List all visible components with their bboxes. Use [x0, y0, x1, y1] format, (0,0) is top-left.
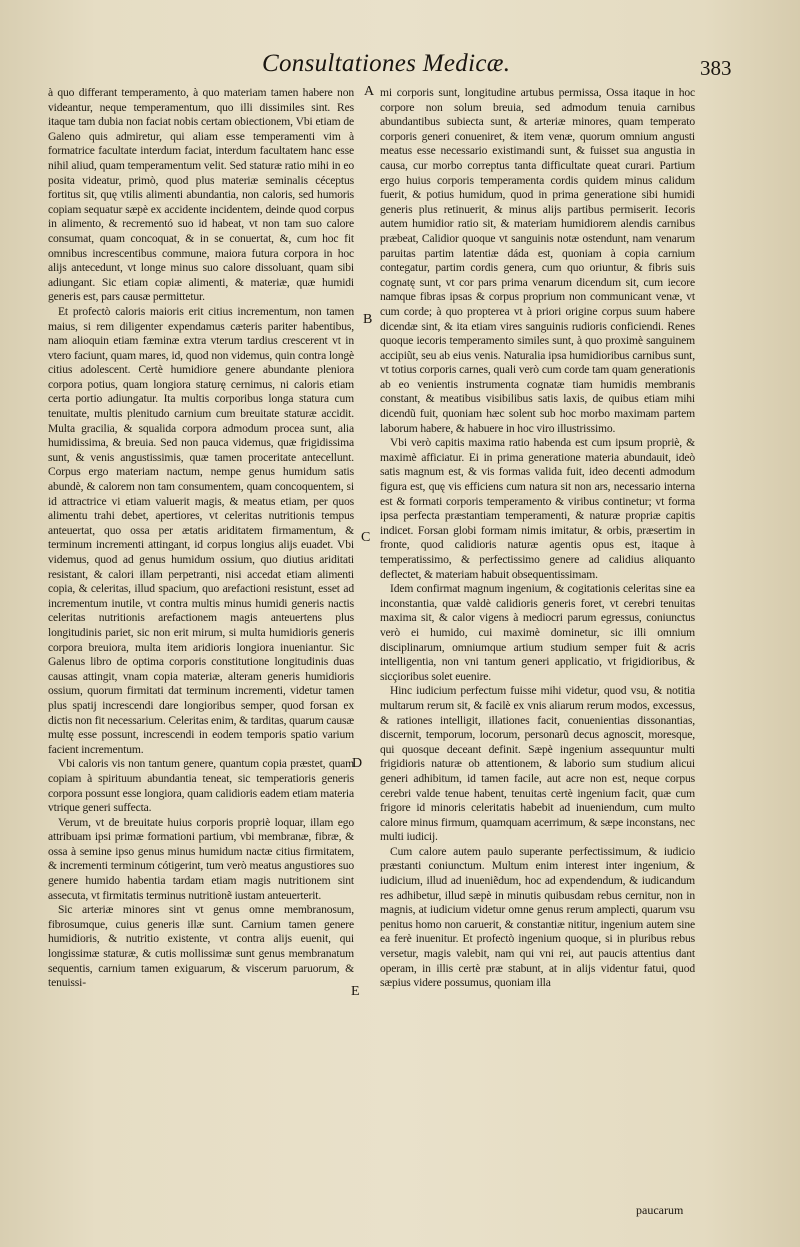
right-paragraph-3: Idem confirmat magnum ingenium, & cogitationis celeritas sine ea inconstantia, quæ valdè calidioris generis foret, vt cerebri tenuitas maxima sit, & calor vigens à mediocri parum egressus, coniunctus verò ei humido, cui maximè dominetur, sic illi omnium disciplinarum, omniumque artium studium semper fuit & acris intelligentia, non vni tantum generi applicatio, vt frigidioribus, & sicçioribus solet euenire. — [380, 582, 695, 683]
left-paragraph-5: Sic arteriæ minores sint vt genus omne membranosum, fibrosumque, cuius generis illæ sunt. Carnium tamen genere humidioris, & nutritio existente, vt contra alijs euenit, qui longissimæ staturæ, & cutis mollissimæ sunt genus membranatum sequentis, carnium tamen exiguarum, & viscerum paruorum, & tenuissi- — [48, 903, 354, 990]
page-number: 383 — [700, 56, 732, 80]
margin-letter-a: A — [364, 84, 375, 99]
running-title: Consultationes Medicæ. — [262, 50, 511, 77]
catchword: paucarum — [636, 1203, 684, 1217]
left-paragraph-2: Et profectò caloris maioris erit citius incrementum, non tamen maius, si rem diligenter expendamus cæteris pariter habentibus, nam alioquin etiam fæminæ extra vterum tardius crescerent vt in vtero faciunt, quam mares, id, quod non videmus, quin contra longè citius adolescent. Certè humidiore genere abundante pleniora corpora potius, quam longiora staturę cernimus, ni caloris etiam certa portio adiungatur. Ita multis corporibus longa statura cum tenuitate, multis plenitudo carnium cum breuitate staturæ accidit. Multa gracilia, & squalida corpora admodum procea sunt, alia humidissima, & breuia. Sed non pauca videmus, quæ frigidissima sunt, & venis angustissimis, quæ tamen proceritate antecellunt. Corpus ergo materiam nactum, nempe genus humidum satis abundè, & calorem non tam consumentem, quam concoquentem, si id attractrice vi etiam valuerit magis, & meatus etiam, per quos alimentu trahi debet, apertiores, vt celeritas nutritionis tempus anteuertat, quo ossa per ætatis ariditatem firmamentum, & terminum incrementi attingant, id corpus longius alijs euadet. Vbi videmus, quod ad genus humidum ossium, quo diutius ariditati resistant, & calori illam perpetranti, nisi accedat etiam alimenti copia, & celeritas, illud spacium, quo arefactioni resistunt, esset ad incrementum inutile, vt contra multis minus humidi generis nactis celeritas nutritionis arefactionem magis anteuertens plus longitudinis pariet, sic non erit mirum, si multa humidioris generis corpora breuiora, multa item aridioris longiora inueniantur. Sic Galenus libro de optima corporis constitutione longitudinis duas causas attingit, vnam copia materiæ, alteram generis humidioris ossium, quorum firmitati dat terminum incrementi, videtur tamen plus spatij increscendi dare longioribus semper, quod forsan ex dictis non fit necessarium. Celeritas enim, & tarditas, quarum causæ multę esse possunt, increscendi in eodem temporis spatio varium facient incrementum. — [48, 304, 354, 756]
right-paragraph-2: Vbi verò capitis maxima ratio habenda est cum ipsum propriè, & maximè afficiatur. Ei in prima generatione materia abundauit, ideò satis magnum est, & vis formas valida fuit, ideo decenti admodum figura est, quę vis efficiens cum natura sit non ars, necessario interna est & formati corporis temperamento & viribus continetur; vt forma ipsa perfecta præstantiam temperamenti, & naturæ propriæ capitis indicet. Forsan globi formam nimis imitatur, & orbis, præsertim in fronte, quod calidioris naturæ agentis opus est, itaque à temperatissimo, & perfectissimo genere ad calidius aliquanto deflectet, & materiam habuit obsequentissimam. — [380, 436, 695, 581]
margin-letter-d: D — [352, 756, 363, 771]
margin-letter-c: C — [361, 530, 371, 545]
left-paragraph-4: Verum, vt de breuitate huius corporis propriè loquar, illam ego attribuam ipsi primæ formationi partium, vbi membranæ, fibræ, & ossa à semine ipso genus minus humidum nactæ citius firmitatem, & incrementi terminum cótigerint, tum verò meatus angustiores suo genere humido habentia tardam etiam magis nutritionem sint assecuta, vt firmitatis terminus nutritionẽ iustam anteuerterit. — [48, 815, 354, 902]
right-paragraph-1: mi corporis sunt, longitudine artubus permissa, Ossa itaque in hoc corpore non solum breuia, sed admodum tenuia carnibus abundantibus subiecta sunt, & arteriæ minores, quam temperato corporis generi conueniret, & item venæ, quorum omnium angusti meatus esse necessario existimandi sunt, & fuisset sua angustia in causa, cur morbo correptus tanta difficultate queat curari. Partium ergo huius corporis temperamenta cordis quidem minus calidum fuerit, & potius humidum, quod in prima generatione sibi humidi generis plus retinuerit, & minus alijs partibus permiserit. Iecoris autem humidior ratio sit, & materiam humidiorem alendis carnibus præbeat, Calidior quoque vt sanguinis notæ ostendunt, nam venarum paruitas partim latentiæ dáda est, quoniam à copia carnium contegatur, partim cordis genera, cum quo oriuntur, & fibris suis cognatę sunt, vt cor pars prima venarum dicendum sit, cum iecore namque fibras ipsas & corpus proprium non communicant venæ, vt cum corde; à quo propterea vt à priori origine corpus suum habere dicendæ sint, & ita etiam vires sanguinis rudioris conficiendi. Renes quoque iecoris temperamento similes sunt, à quo proximè sanguinem accipiũt, seu ab eius venis. Naturalia ipsa humidioribus carnibus sunt, vt totius corporis carnes, quali verò cum corde tam quam generationis ab eo venientis instrumenta cognatæ tiam humidis membranis constant, & meatibus visibilibus satis laxis, de quibus etiam mihi dicendũ fuit, quoniam hæc solent sub hoc morbo maximam partem laborum habere, & habuere in hoc viro illustrissimo. — [380, 86, 695, 435]
page-header — [0, 42, 800, 82]
left-paragraph-1: à quo differant temperamento, à quo materiam tamen habere non videantur, neque temperamentum, quo illi dissimiles sint. Res itaque tam dubia non faciat nobis certam obiectionem, Vbi etiam de Galeno quis admiretur, qui aliam esse temperamenti vim à formatrice facultate interdum faciat, interdum facultatem hanc esse nihil aliud, quam temperamentum velit. Sed staturæ ratio mihi in eo posita videatur, primò, quod plus materiæ seminalis céceptus fortitus sit, quę vtilis alimenti abundantia, non caloris, sed humoris copiam sequatur sæpè ex accidente incidentem, deinde quod corpus in alimento, & recrementó suo id habeat, vt non tam suo calore consumat, quam concoquat, & in se conuertat, &, cum hoc fit omnibus increscentibus commune, maiora futura corpora in hoc alijs antecedunt, vt longe minus suo calore dissoluant, quam sibi adiungant. Sic etiam copiæ alimenti, & materiæ, quæ humidi generis est, pars causæ permittetur. — [48, 86, 354, 304]
margin-letter-b: B — [363, 312, 373, 327]
right-paragraph-4: Hinc iudicium perfectum fuisse mihi videtur, quod vsu, & notitia multarum rerum sit, & facilè ex vnis aliarum rerum modos, excessus, & rationes intelligit, illationes facit, conuenientias dissonantias, discernit, temporum, locorum, personarũ decus agnoscit, moresque, qui quosque deceant definit. Sæpè ingenium assequuntur multi frigidioris naturæ ob attentionem, & laborio sum studium alicui generi adhibitum, id tamen facile, aut acre non est, neque corpus cerebri valde tenue habent, tenuitas certè ingenium facit, quæ cum frigore id minoris celeritatis habebit ad inueniendum, cum multo calore minus firmum, quamquam acerrimum, & sæpe inconstans, nec multi iudicij. — [380, 684, 695, 844]
right-column — [380, 86, 695, 991]
left-column — [48, 86, 354, 991]
left-paragraph-3: Vbi caloris vis non tantum genere, quantum copia præstet, quam copiam à spirituum abundantia teneat, sic temperatioris generis corpora possunt esse longiora, quam calidioris eadem etiam materia vtrique generi suffecta. — [48, 757, 354, 815]
right-paragraph-5: Cum calore autem paulo superante perfectissimum, & iudicio præstanti coniunctum. Multum enim interest inter ingenium, & iudicium, illud ad inueniẽdum, hoc ad expendendum, & iudicandum res adhibetur, illud sæpè in minutis quibusdam rebus cernitur, non in magnis, at iudicium videtur omne genus rerum amplecti, quarum vsu penitus homo non caruerit, & constantiæ nititur, ingenium autem sine ea ferè inuenitur. Et profectò ingenium quoque, si in pluribus rebus versetur, magis valebit, nam qui vni rei, aut paucis attentius dant operam, in illis certè præ stabunt, at in alijs videntur fatui, quod sæpius videre possumus, quoniam illa — [380, 844, 695, 990]
margin-letter-e: E — [351, 984, 360, 999]
